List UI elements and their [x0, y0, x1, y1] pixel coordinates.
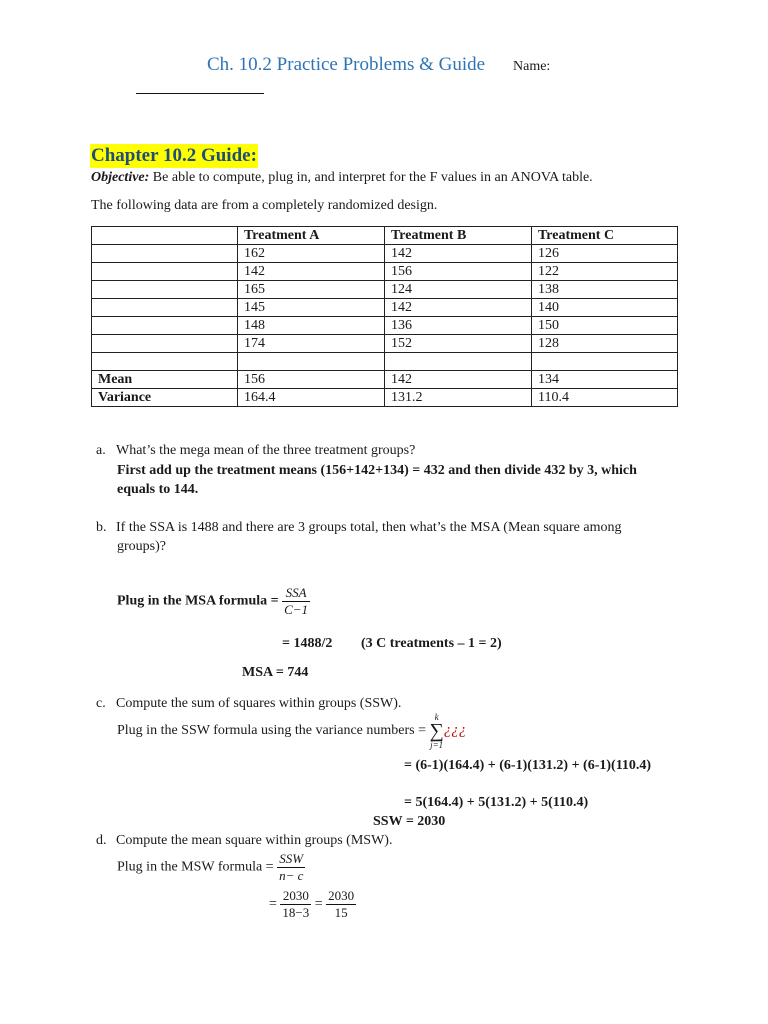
table-row — [92, 245, 678, 263]
treatment-data-table — [91, 226, 678, 407]
table-row — [92, 317, 678, 335]
msw-plug-label: Plug in the MSW formula = — [117, 859, 278, 875]
question-a-letter: a. — [96, 443, 106, 458]
msw-fraction-1-num: 2030 — [280, 888, 311, 905]
table-cell: Mean — [92, 371, 238, 389]
table-cell — [532, 353, 678, 371]
table-cell: 126 — [532, 245, 678, 263]
table-row — [92, 389, 678, 407]
table-cell: 152 — [385, 335, 532, 353]
question-b-text-line1: If the SSA is 1488 and there are 3 groups total, then what’s the MSA (Mean square among — [116, 520, 622, 535]
table-header-cell: Treatment A — [238, 227, 385, 245]
table-cell — [92, 353, 238, 371]
table-cell: 142 — [385, 245, 532, 263]
msw-formula-line — [117, 851, 305, 884]
objective-label: Objective: — [91, 170, 150, 185]
table-cell: 165 — [238, 281, 385, 299]
table-cell: 145 — [238, 299, 385, 317]
table-row — [92, 263, 678, 281]
msw-denominator: n− c — [279, 868, 304, 883]
table-cell: 131.2 — [385, 389, 532, 407]
guide-heading: Chapter 10.2 Guide: — [91, 145, 257, 166]
table-cell: 140 — [532, 299, 678, 317]
msw-fraction-1 — [280, 888, 311, 921]
question-b-text-line2: groups)? — [117, 539, 166, 554]
question-a-text: What’s the mega mean of the three treatment groups? — [116, 443, 416, 458]
page-title: Ch. 10.2 Practice Problems & Guide — [207, 54, 486, 75]
sigma-icon: ∑ — [429, 720, 444, 742]
msw-eq-sign-2: = — [314, 896, 323, 912]
sigma-lower-limit: j=1 — [430, 740, 444, 750]
msw-fraction-1-den: 18−3 — [282, 905, 310, 920]
msw-numerator: SSW — [277, 851, 305, 868]
question-b — [96, 520, 621, 536]
table-cell — [92, 245, 238, 263]
table-row — [92, 353, 678, 371]
question-b-letter: b. — [96, 520, 107, 535]
objective-line — [91, 170, 593, 186]
table-cell: 142 — [385, 299, 532, 317]
table-cell — [385, 353, 532, 371]
table-cell: 136 — [385, 317, 532, 335]
question-d — [96, 833, 392, 849]
table-row — [92, 335, 678, 353]
table-row — [92, 371, 678, 389]
table-cell: 124 — [385, 281, 532, 299]
table-cell: 156 — [238, 371, 385, 389]
intro-text: The following data are from a completely randomized design. — [91, 198, 438, 213]
msw-fraction-2-den: 15 — [334, 905, 348, 920]
table-cell — [238, 353, 385, 371]
msw-fraction-2 — [326, 888, 356, 921]
table-header-cell: Treatment C — [532, 227, 678, 245]
answer-a-line1: First add up the treatment means (156+142+134) = 432 and then divide 432 by 3, which — [117, 463, 637, 478]
ssw-step1: = (6-1)(164.4) + (6-1)(131.2) + (6-1)(110.4) — [404, 758, 652, 773]
sigma-upper-limit: k — [434, 712, 439, 722]
table-cell: Variance — [92, 389, 238, 407]
rendering-glyphs: ¿¿¿ — [443, 722, 467, 739]
table-cell: 162 — [238, 245, 385, 263]
question-c-letter: c. — [96, 696, 106, 711]
table-cell: 156 — [385, 263, 532, 281]
question-c — [96, 696, 401, 712]
question-d-text: Compute the mean square within groups (MSW). — [116, 833, 393, 848]
question-c-text: Compute the sum of squares within groups (SSW). — [116, 696, 402, 711]
ssw-plug-label: Plug in the SSW formula using the variance numbers = — [117, 723, 430, 739]
objective-text: Be able to compute, plug in, and interpret for the F values in an ANOVA table. — [149, 170, 593, 185]
name-label: Name: — [513, 59, 551, 74]
table-cell: 138 — [532, 281, 678, 299]
table-row — [92, 281, 678, 299]
msa-result: MSA = 744 — [242, 665, 309, 680]
table-cell: 148 — [238, 317, 385, 335]
msw-eq-sign-1: = — [269, 896, 277, 912]
ssw-result: SSW = 2030 — [373, 814, 446, 829]
summation-symbol — [429, 712, 443, 750]
table-cell — [92, 263, 238, 281]
table-cell — [92, 317, 238, 335]
table-header-row — [92, 227, 678, 245]
ssw-formula-line — [117, 712, 466, 750]
table-cell: 122 — [532, 263, 678, 281]
answer-a-line2: equals to 144. — [117, 482, 199, 497]
table-cell — [92, 299, 238, 317]
msa-step1: = 1488/2 — [282, 636, 333, 651]
name-blank-line — [136, 93, 264, 94]
msa-step1-note: (3 C treatments – 1 = 2) — [361, 636, 502, 651]
table-cell: 128 — [532, 335, 678, 353]
table-cell: 134 — [532, 371, 678, 389]
question-d-letter: d. — [96, 833, 107, 848]
msa-formula-line — [117, 585, 310, 618]
table-cell: 142 — [385, 371, 532, 389]
table-cell: 150 — [532, 317, 678, 335]
msw-fraction-2-num: 2030 — [328, 888, 355, 903]
msa-plug-label: Plug in the MSA formula = — [117, 593, 283, 609]
table-cell: 110.4 — [532, 389, 678, 407]
msa-fraction — [282, 585, 310, 618]
msa-numerator: SSA — [282, 585, 310, 602]
table-cell: 164.4 — [238, 389, 385, 407]
table-row — [92, 299, 678, 317]
msw-calculation — [269, 888, 356, 921]
table-cell: 174 — [238, 335, 385, 353]
table-cell — [92, 335, 238, 353]
table-header-cell — [92, 227, 238, 245]
table-header-cell: Treatment B — [385, 227, 532, 245]
table-cell — [92, 281, 238, 299]
msa-denominator: C−1 — [284, 602, 309, 617]
msw-fraction — [277, 851, 305, 884]
table-cell: 142 — [238, 263, 385, 281]
ssw-step2: = 5(164.4) + 5(131.2) + 5(110.4) — [404, 795, 589, 810]
question-a — [96, 443, 415, 459]
